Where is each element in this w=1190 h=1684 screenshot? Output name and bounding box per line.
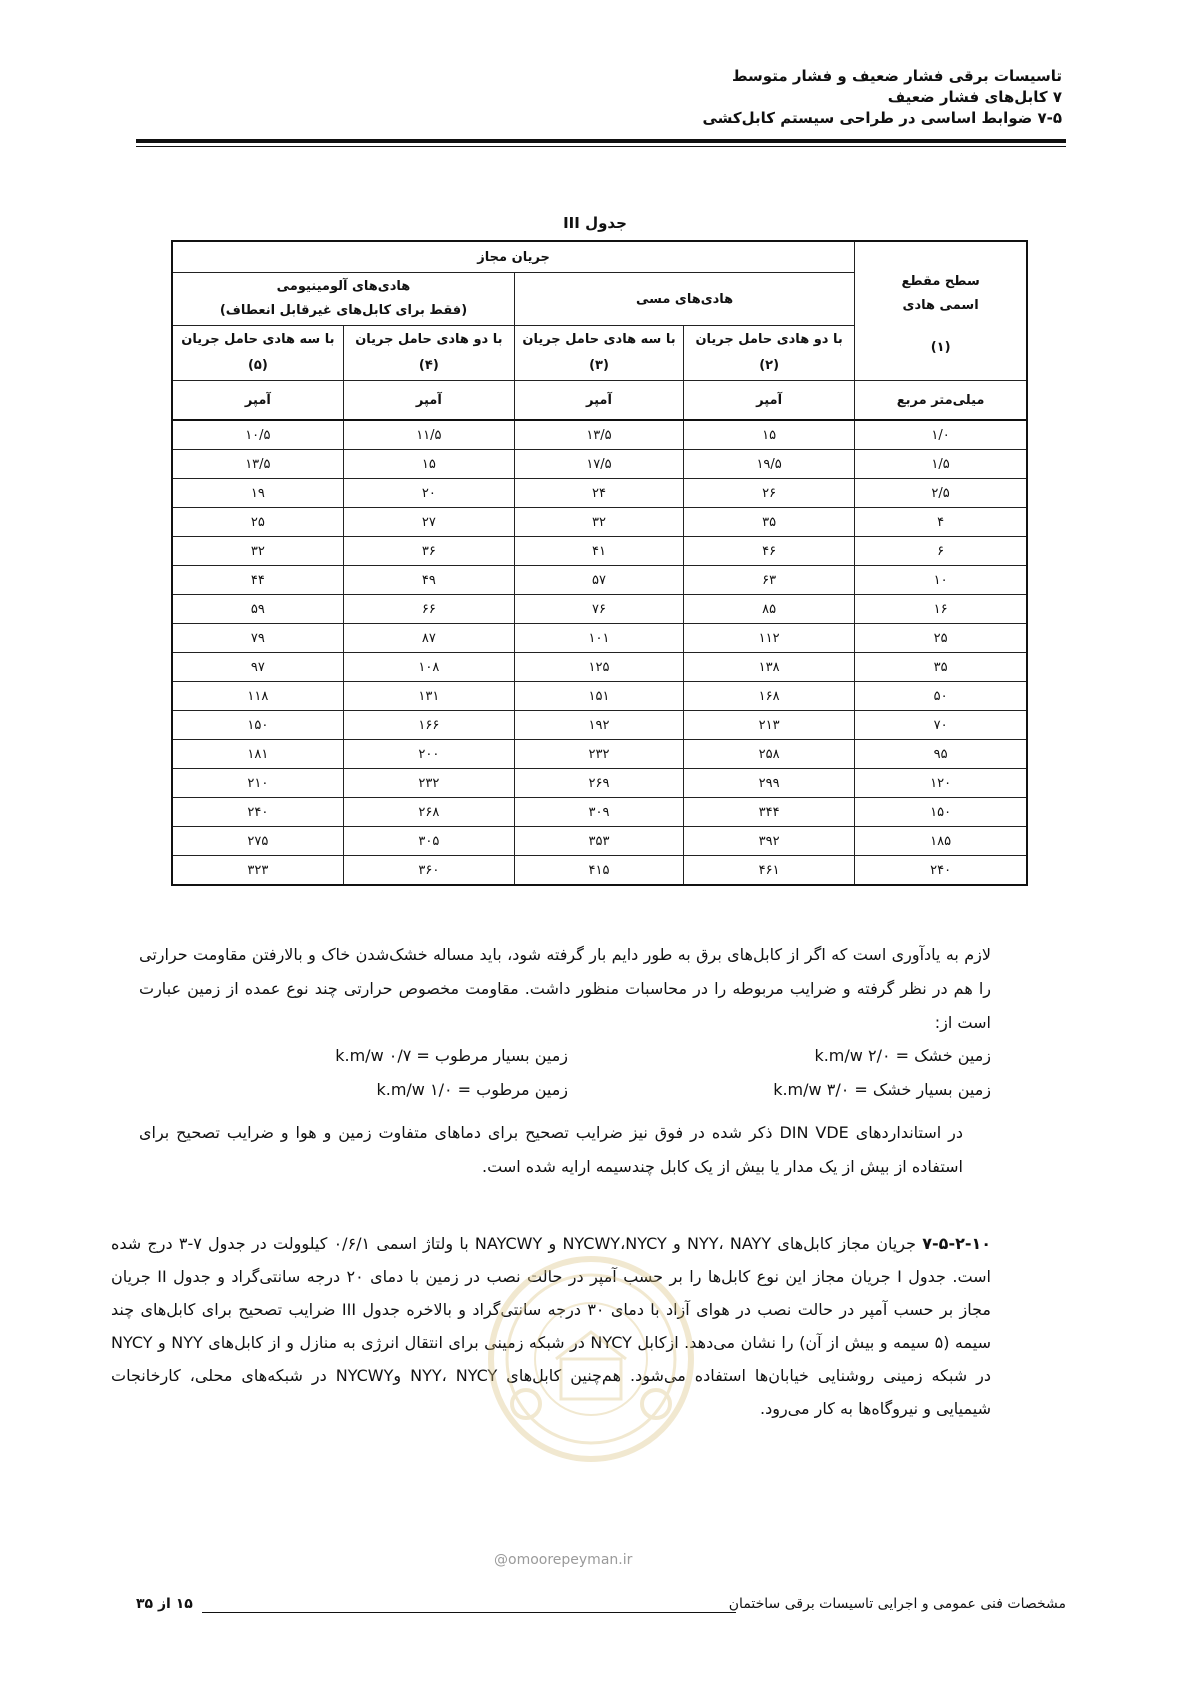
table-cell: ۱۵۱ (514, 682, 683, 711)
formula-very-dry: زمین بسیار خشک = ۳/۰ k.m/w (773, 1080, 991, 1099)
table-cell: ۱۳/۵ (172, 450, 343, 479)
table-cell: ۳۲ (514, 508, 683, 537)
unit-amp: آمپر (172, 381, 343, 421)
table-cell: ۱۰۸ (343, 653, 514, 682)
header-aluminium: هادی‌های آلومینیومی (فقط برای کابل‌های غیرقابل انعطاف) (172, 273, 514, 326)
table-row (172, 450, 1027, 479)
table-cell: ۲۰ (343, 479, 514, 508)
table-cell: ۲۴۰ (172, 798, 343, 827)
table-cell: ۱۵ (684, 420, 855, 450)
table-cell: ۱۳۸ (684, 653, 855, 682)
table-cell: ۸۷ (343, 624, 514, 653)
table-cell: ۱۶۸ (684, 682, 855, 711)
table-row (172, 827, 1027, 856)
unit-amp: آمپر (684, 381, 855, 421)
table-cell: ۶ (855, 537, 1027, 566)
page-number: ۱۵ از ۳۵ (136, 1596, 193, 1612)
formula-dry: زمین خشک = ۲/۰ k.m/w (814, 1046, 991, 1065)
table-cell: ۱۰ (855, 566, 1027, 595)
header-rule-thick (136, 139, 1066, 143)
table-cell: ۲۵ (172, 508, 343, 537)
table-cell: ۳۰۵ (343, 827, 514, 856)
table-cell: ۲۴ (514, 479, 683, 508)
table-row (172, 769, 1027, 798)
table-cell: ۳۰۹ (514, 798, 683, 827)
table-cell: ۳۵۳ (514, 827, 683, 856)
table-row (172, 856, 1027, 886)
footer-rule (202, 1612, 736, 1613)
table-row (172, 537, 1027, 566)
table-cell: ۱/۰ (855, 420, 1027, 450)
table-cell: ۲۶۸ (343, 798, 514, 827)
header-current: جریان مجاز (172, 241, 855, 273)
table-cell: ۷۶ (514, 595, 683, 624)
table-cell: ۲۴۰ (855, 856, 1027, 886)
table-cell: ۱۸۵ (855, 827, 1027, 856)
table-cell: ۹۷ (172, 653, 343, 682)
table-cell: ۷۹ (172, 624, 343, 653)
table-cell: ۲۷۵ (172, 827, 343, 856)
table-cell: ۳۶۰ (343, 856, 514, 886)
table-cell: ۶۳ (684, 566, 855, 595)
paragraph-thermal-resistance (139, 938, 991, 1040)
table-cell: ۱۰/۵ (172, 420, 343, 450)
table-cell: ۲۳۲ (514, 740, 683, 769)
table-row (172, 682, 1027, 711)
header-line-1: تاسیسات برقی فشار ضعیف و فشار متوسط (731, 67, 1062, 85)
table-cell: ۲۰۰ (343, 740, 514, 769)
header-line-2: ۷ کابل‌های فشار ضعیف (887, 88, 1062, 106)
table-cell: ۴۹ (343, 566, 514, 595)
unit-section: میلی‌متر مربع (855, 381, 1027, 421)
paragraph-text: لازم به یادآوری است که اگر از کابل‌های برق به طور دایم بار گرفته شود، باید مساله خشک‌شدن خاک و بالارفتن مقاومت حرارتی را هم در نظر گرفته و ضرایب مربوطه را در محاسبات منظور داشت. مقاومت مخصوص حرارتی چند نوع عمده از زمین عبارت است از: (139, 945, 991, 1032)
table-cell: ۲۱۳ (684, 711, 855, 740)
table-cell: ۱۲۰ (855, 769, 1027, 798)
table-row (172, 420, 1027, 450)
table-cell: ۲۵ (855, 624, 1027, 653)
table-cell: ۲۶ (684, 479, 855, 508)
page-footer (136, 1596, 1066, 1620)
table-cell: ۱۹ (172, 479, 343, 508)
table-cell: ۵۹ (172, 595, 343, 624)
table-cell: ۳۲ (172, 537, 343, 566)
table-cell: ۶۶ (343, 595, 514, 624)
header-copper: هادی‌های مسی (514, 273, 854, 326)
table-cell: ۱۱/۵ (343, 420, 514, 450)
table-row (172, 595, 1027, 624)
table-row (172, 624, 1027, 653)
unit-amp: آمپر (343, 381, 514, 421)
table-cell: ۹۵ (855, 740, 1027, 769)
table-cell: ۱۷/۵ (514, 450, 683, 479)
header-sub-2: با دو هادی حامل جریان (۲) (684, 326, 855, 381)
table-cell: ۵۷ (514, 566, 683, 595)
header-sub-4: با دو هادی حامل جریان (۴) (343, 326, 514, 381)
header-rule-thin (136, 146, 1066, 147)
table-cell: ۱۲۵ (514, 653, 683, 682)
table-cell: ۱۹۲ (514, 711, 683, 740)
table-cell: ۸۵ (684, 595, 855, 624)
table-cell: ۳۲۳ (172, 856, 343, 886)
table-cell: ۳۶ (343, 537, 514, 566)
table-cell: ۱۶ (855, 595, 1027, 624)
table-row (172, 653, 1027, 682)
table-row (172, 479, 1027, 508)
table-cell: ۱۶۶ (343, 711, 514, 740)
watermark-text: @omoorepeyman.ir (494, 1552, 633, 1568)
table-cell: ۲۳۲ (343, 769, 514, 798)
unit-amp: آمپر (514, 381, 683, 421)
header-section: سطح مقطع اسمی هادی (۱) (855, 241, 1027, 381)
table-cell: ۱۱۸ (172, 682, 343, 711)
table-cell: ۱۵۰ (172, 711, 343, 740)
table-row (172, 798, 1027, 827)
table-cell: ۲۶۹ (514, 769, 683, 798)
table-cell: ۱۰۱ (514, 624, 683, 653)
table-row (172, 711, 1027, 740)
page-header (122, 66, 1062, 129)
table-row (172, 740, 1027, 769)
table-cell: ۴۶ (684, 537, 855, 566)
footer-title: مشخصات فنی عمومی و اجرایی تاسیسات برقی ساختمان (728, 1596, 1066, 1612)
table-cell: ۱۵ (343, 450, 514, 479)
table-cell: ۴ (855, 508, 1027, 537)
table-title: جدول III (563, 214, 627, 232)
watermark-seal-icon (486, 1254, 696, 1464)
table-cell: ۱۸۱ (172, 740, 343, 769)
table-cell: ۴۴ (172, 566, 343, 595)
table-cell: ۳۴۴ (684, 798, 855, 827)
header-line-3: ۷-۵ ضوابط اساسی در طراحی سیستم کابل‌کشی (702, 109, 1062, 127)
table-cell: ۴۱۵ (514, 856, 683, 886)
table-cell: ۵۰ (855, 682, 1027, 711)
table-cell: ۳۵ (855, 653, 1027, 682)
table-cell: ۱۹/۵ (684, 450, 855, 479)
formula-wet: زمین مرطوب = ۱/۰ k.m/w (376, 1080, 568, 1099)
table-cell: ۲۷ (343, 508, 514, 537)
table-cell: ۴۱ (514, 537, 683, 566)
section-number: ۷-۵-۲-۱۰ (922, 1234, 992, 1253)
table-cell: ۲/۵ (855, 479, 1027, 508)
table-cell: ۱۳/۵ (514, 420, 683, 450)
table-cell: ۳۹۲ (684, 827, 855, 856)
table-cell: ۴۶۱ (684, 856, 855, 886)
table-row (172, 508, 1027, 537)
table-cell: ۲۵۸ (684, 740, 855, 769)
table-cell: ۲۹۹ (684, 769, 855, 798)
header-sub-3: با سه هادی حامل جریان (۳) (514, 326, 683, 381)
table-cell: ۱/۵ (855, 450, 1027, 479)
formula-very-wet: زمین بسیار مرطوب = ۰/۷ k.m/w (335, 1046, 568, 1065)
table-cell: ۱۱۲ (684, 624, 855, 653)
paragraph-din-vde: در استانداردهای DIN VDE ذکر شده در فوق نیز ضرایب تصحیح برای دماهای متفاوت زمین و هوا و ضرایب تصحیح برای استفاده از بیش از یک مدار یا بیش از یک کابل چندسیمه ارایه شده است. (139, 1123, 964, 1176)
table-cell: ۱۳۱ (343, 682, 514, 711)
section-text: جریان مجاز کابل‌های NYY، NAYY و NYCWY،NYCY و NAYCWY با ولتاژ اسمی ۰/۶/۱ کیلوولت در جدول ۷-۳ درج شده است. جدول I جریان مجاز این نوع کابل‌ها را بر حسب آمپر در حالت نصب در زمین با دمای ۲۰ درجه سانتی‌گراد و جدول II جریان مجاز بر حسب آمپر در حالت نصب در هوای آزاد با دمای ۳۰ درجه سانتی‌گراد و بالاخره جدول III ضرایب تصحیح برای کابل‌های چند سیمه (۵ سیمه و بیش از آن) را نشان می‌دهد. ازکابل NYCY در شبکه زمینی برای انتقال انرژی به منازل و از کابل‌های NYY و NYCY در شبکه زمینی روشنایی خیابان‌ها استفاده می‌شود. هم‌چنین کابل‌های NYY، NYCY وNYCWY در شبکه‌های محلی، کارخانجات شیمیایی و نیروگاه‌ها به کار می‌رود. (111, 1234, 992, 1418)
table-cell: ۱۵۰ (855, 798, 1027, 827)
table-cell: ۷۰ (855, 711, 1027, 740)
table-row (172, 566, 1027, 595)
table-cell: ۲۱۰ (172, 769, 343, 798)
ampacity-table (171, 240, 1028, 886)
table-cell: ۳۵ (684, 508, 855, 537)
header-sub-5: با سه هادی حامل جریان (۵) (172, 326, 343, 381)
